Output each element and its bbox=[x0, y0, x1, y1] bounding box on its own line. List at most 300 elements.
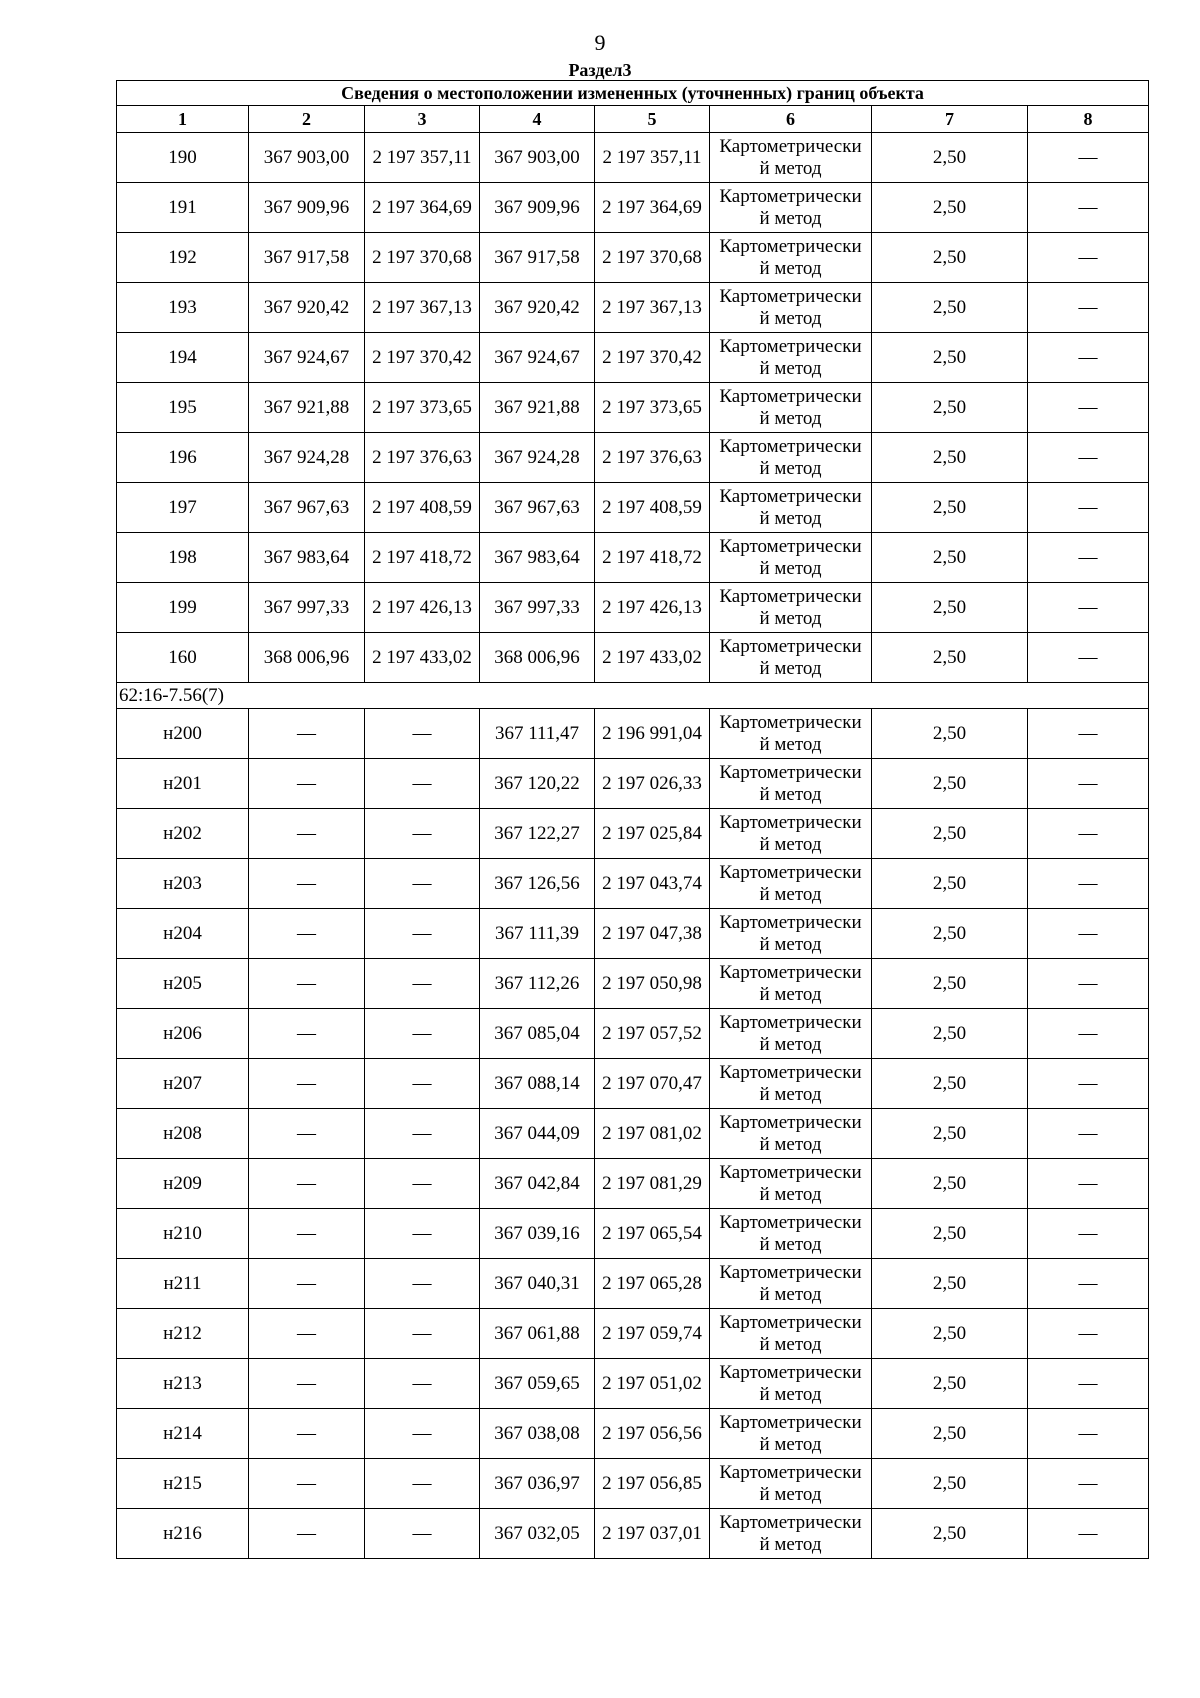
accuracy-cell: 2,50 bbox=[872, 633, 1028, 683]
y-refined-cell: 2 197 373,65 bbox=[595, 383, 710, 433]
x-existing-cell: — bbox=[249, 1259, 365, 1309]
method-cell bbox=[710, 1309, 872, 1359]
description-cell: — bbox=[1028, 1109, 1149, 1159]
table-row bbox=[117, 1359, 1149, 1409]
point-id-cell: н204 bbox=[117, 909, 249, 959]
point-id-cell: н209 bbox=[117, 1159, 249, 1209]
y-existing-cell: — bbox=[365, 1209, 480, 1259]
description-cell: — bbox=[1028, 133, 1149, 183]
description-cell: — bbox=[1028, 1059, 1149, 1109]
x-existing-cell: — bbox=[249, 1059, 365, 1109]
x-refined-cell: 367 088,14 bbox=[480, 1059, 595, 1109]
method-text-line: й метод bbox=[759, 207, 822, 229]
method-text-line: й метод bbox=[759, 457, 822, 479]
description-cell: — bbox=[1028, 383, 1149, 433]
method-text-line: й метод bbox=[759, 1183, 822, 1205]
y-existing-cell: — bbox=[365, 909, 480, 959]
method-text-line: й метод bbox=[759, 1033, 822, 1055]
point-id-cell: 193 bbox=[117, 283, 249, 333]
point-id-cell: 196 bbox=[117, 433, 249, 483]
x-refined-cell: 367 044,09 bbox=[480, 1109, 595, 1159]
point-id-cell: н205 bbox=[117, 959, 249, 1009]
y-existing-cell: — bbox=[365, 1259, 480, 1309]
y-existing-cell: 2 197 373,65 bbox=[365, 383, 480, 433]
y-existing-cell: — bbox=[365, 1109, 480, 1159]
table-row bbox=[117, 283, 1149, 333]
accuracy-cell: 2,50 bbox=[872, 483, 1028, 533]
point-id-cell: н201 bbox=[117, 759, 249, 809]
description-cell: — bbox=[1028, 759, 1149, 809]
method-text-line: й метод bbox=[759, 1383, 822, 1405]
method-text-line: Картометрически bbox=[719, 911, 862, 933]
y-refined-cell: 2 197 051,02 bbox=[595, 1359, 710, 1409]
description-cell: — bbox=[1028, 1359, 1149, 1409]
description-cell: — bbox=[1028, 583, 1149, 633]
method-text-line: Картометрически bbox=[719, 861, 862, 883]
x-refined-cell: 367 038,08 bbox=[480, 1409, 595, 1459]
description-cell: — bbox=[1028, 809, 1149, 859]
point-id-cell: н211 bbox=[117, 1259, 249, 1309]
column-header: 3 bbox=[365, 106, 480, 133]
accuracy-cell: 2,50 bbox=[872, 859, 1028, 909]
method-text-line: Картометрически bbox=[719, 585, 862, 607]
method-cell bbox=[710, 1259, 872, 1309]
y-refined-cell: 2 197 043,74 bbox=[595, 859, 710, 909]
y-existing-cell: — bbox=[365, 1009, 480, 1059]
x-existing-cell: 367 921,88 bbox=[249, 383, 365, 433]
x-existing-cell: 367 924,67 bbox=[249, 333, 365, 383]
x-refined-cell: 367 126,56 bbox=[480, 859, 595, 909]
y-refined-cell: 2 197 370,68 bbox=[595, 233, 710, 283]
description-cell: — bbox=[1028, 633, 1149, 683]
table-row bbox=[117, 1259, 1149, 1309]
point-id-cell: н212 bbox=[117, 1309, 249, 1359]
x-existing-cell: — bbox=[249, 1159, 365, 1209]
y-existing-cell: 2 197 418,72 bbox=[365, 533, 480, 583]
y-refined-cell: 2 197 418,72 bbox=[595, 533, 710, 583]
method-cell bbox=[710, 1459, 872, 1509]
method-cell bbox=[710, 133, 872, 183]
accuracy-cell: 2,50 bbox=[872, 1209, 1028, 1259]
y-refined-cell: 2 197 050,98 bbox=[595, 959, 710, 1009]
y-existing-cell: 2 197 426,13 bbox=[365, 583, 480, 633]
method-text-line: Картометрически bbox=[719, 1311, 862, 1333]
page-number: 9 bbox=[594, 30, 606, 55]
point-id-cell: 191 bbox=[117, 183, 249, 233]
column-header: 2 bbox=[249, 106, 365, 133]
method-text-line: й метод bbox=[759, 783, 822, 805]
y-refined-cell: 2 197 364,69 bbox=[595, 183, 710, 233]
x-refined-cell: 367 042,84 bbox=[480, 1159, 595, 1209]
x-existing-cell: — bbox=[249, 859, 365, 909]
boundary-coordinates-table bbox=[116, 80, 1149, 1559]
point-id-cell: 190 bbox=[117, 133, 249, 183]
method-text-line: й метод bbox=[759, 657, 822, 679]
method-text-line: Картометрически bbox=[719, 435, 862, 457]
x-refined-cell: 367 111,39 bbox=[480, 909, 595, 959]
y-refined-cell: 2 197 357,11 bbox=[595, 133, 710, 183]
column-header: 8 bbox=[1028, 106, 1149, 133]
group-label-row bbox=[117, 683, 1149, 709]
table-row bbox=[117, 233, 1149, 283]
point-id-cell: н210 bbox=[117, 1209, 249, 1259]
table-row bbox=[117, 383, 1149, 433]
method-text-line: й метод bbox=[759, 607, 822, 629]
y-existing-cell: 2 197 357,11 bbox=[365, 133, 480, 183]
x-refined-cell: 367 039,16 bbox=[480, 1209, 595, 1259]
method-cell bbox=[710, 233, 872, 283]
point-id-cell: н216 bbox=[117, 1509, 249, 1559]
description-cell: — bbox=[1028, 709, 1149, 759]
method-text-line: Картометрически bbox=[719, 1511, 862, 1533]
x-refined-cell: 367 903,00 bbox=[480, 133, 595, 183]
x-refined-cell: 367 983,64 bbox=[480, 533, 595, 583]
method-text-line: Картометрически bbox=[719, 185, 862, 207]
point-id-cell: н207 bbox=[117, 1059, 249, 1109]
method-cell bbox=[710, 1209, 872, 1259]
method-cell bbox=[710, 1109, 872, 1159]
accuracy-cell: 2,50 bbox=[872, 1259, 1028, 1309]
x-existing-cell: — bbox=[249, 1359, 365, 1409]
y-existing-cell: — bbox=[365, 959, 480, 1009]
x-existing-cell: — bbox=[249, 709, 365, 759]
method-cell bbox=[710, 1359, 872, 1409]
point-id-cell: н203 bbox=[117, 859, 249, 909]
x-existing-cell: 367 997,33 bbox=[249, 583, 365, 633]
table-caption: Сведения о местоположении измененных (уточненных) границ объекта bbox=[117, 81, 1149, 106]
y-existing-cell: — bbox=[365, 709, 480, 759]
method-cell bbox=[710, 709, 872, 759]
y-refined-cell: 2 197 057,52 bbox=[595, 1009, 710, 1059]
method-cell bbox=[710, 1009, 872, 1059]
accuracy-cell: 2,50 bbox=[872, 333, 1028, 383]
table-row bbox=[117, 1159, 1149, 1209]
method-text-line: й метод bbox=[759, 1083, 822, 1105]
accuracy-cell: 2,50 bbox=[872, 1359, 1028, 1409]
y-existing-cell: — bbox=[365, 759, 480, 809]
x-refined-cell: 367 111,47 bbox=[480, 709, 595, 759]
x-refined-cell: 368 006,96 bbox=[480, 633, 595, 683]
accuracy-cell: 2,50 bbox=[872, 1159, 1028, 1209]
x-existing-cell: 367 967,63 bbox=[249, 483, 365, 533]
y-refined-cell: 2 197 065,28 bbox=[595, 1259, 710, 1309]
y-existing-cell: — bbox=[365, 1359, 480, 1409]
x-existing-cell: — bbox=[249, 1509, 365, 1559]
table-row bbox=[117, 1209, 1149, 1259]
method-cell bbox=[710, 809, 872, 859]
description-cell: — bbox=[1028, 483, 1149, 533]
table-row bbox=[117, 333, 1149, 383]
accuracy-cell: 2,50 bbox=[872, 1459, 1028, 1509]
accuracy-cell: 2,50 bbox=[872, 183, 1028, 233]
column-header: 6 bbox=[710, 106, 872, 133]
method-text-line: й метод bbox=[759, 983, 822, 1005]
y-refined-cell: 2 197 026,33 bbox=[595, 759, 710, 809]
description-cell: — bbox=[1028, 1409, 1149, 1459]
x-refined-cell: 367 036,97 bbox=[480, 1459, 595, 1509]
accuracy-cell: 2,50 bbox=[872, 1009, 1028, 1059]
y-existing-cell: — bbox=[365, 1509, 480, 1559]
table-row bbox=[117, 1509, 1149, 1559]
y-refined-cell: 2 197 037,01 bbox=[595, 1509, 710, 1559]
point-id-cell: 197 bbox=[117, 483, 249, 533]
method-text-line: Картометрически bbox=[719, 761, 862, 783]
method-text-line: й метод bbox=[759, 1283, 822, 1305]
y-existing-cell: 2 197 370,42 bbox=[365, 333, 480, 383]
accuracy-cell: 2,50 bbox=[872, 433, 1028, 483]
method-text-line: Картометрически bbox=[719, 1411, 862, 1433]
description-cell: — bbox=[1028, 1009, 1149, 1059]
x-existing-cell: — bbox=[249, 959, 365, 1009]
y-existing-cell: — bbox=[365, 809, 480, 859]
table-row bbox=[117, 1109, 1149, 1159]
table-row bbox=[117, 1059, 1149, 1109]
method-text-line: Картометрически bbox=[719, 1061, 862, 1083]
y-refined-cell: 2 197 367,13 bbox=[595, 283, 710, 333]
method-text-line: й метод bbox=[759, 1433, 822, 1455]
header-row bbox=[117, 106, 1149, 133]
y-refined-cell: 2 197 070,47 bbox=[595, 1059, 710, 1109]
y-refined-cell: 2 197 081,02 bbox=[595, 1109, 710, 1159]
method-text-line: Картометрически bbox=[719, 385, 862, 407]
table-row bbox=[117, 709, 1149, 759]
accuracy-cell: 2,50 bbox=[872, 1309, 1028, 1359]
accuracy-cell: 2,50 bbox=[872, 959, 1028, 1009]
method-cell bbox=[710, 1159, 872, 1209]
method-cell bbox=[710, 759, 872, 809]
x-existing-cell: 368 006,96 bbox=[249, 633, 365, 683]
method-text-line: й метод bbox=[759, 1233, 822, 1255]
y-refined-cell: 2 196 991,04 bbox=[595, 709, 710, 759]
method-cell bbox=[710, 909, 872, 959]
accuracy-cell: 2,50 bbox=[872, 709, 1028, 759]
method-cell bbox=[710, 1509, 872, 1559]
accuracy-cell: 2,50 bbox=[872, 759, 1028, 809]
method-text-line: й метод bbox=[759, 357, 822, 379]
x-refined-cell: 367 085,04 bbox=[480, 1009, 595, 1059]
description-cell: — bbox=[1028, 1309, 1149, 1359]
method-text-line: Картометрически bbox=[719, 335, 862, 357]
y-existing-cell: 2 197 370,68 bbox=[365, 233, 480, 283]
method-text-line: Картометрически bbox=[719, 1111, 862, 1133]
column-header: 1 bbox=[117, 106, 249, 133]
method-text-line: Картометрически bbox=[719, 135, 862, 157]
table-row bbox=[117, 1009, 1149, 1059]
description-cell: — bbox=[1028, 1259, 1149, 1309]
description-cell: — bbox=[1028, 859, 1149, 909]
x-existing-cell: — bbox=[249, 1409, 365, 1459]
x-refined-cell: 367 921,88 bbox=[480, 383, 595, 433]
accuracy-cell: 2,50 bbox=[872, 1509, 1028, 1559]
y-existing-cell: — bbox=[365, 1059, 480, 1109]
accuracy-cell: 2,50 bbox=[872, 383, 1028, 433]
column-header: 5 bbox=[595, 106, 710, 133]
y-existing-cell: — bbox=[365, 1159, 480, 1209]
method-cell bbox=[710, 483, 872, 533]
y-refined-cell: 2 197 376,63 bbox=[595, 433, 710, 483]
y-refined-cell: 2 197 025,84 bbox=[595, 809, 710, 859]
y-refined-cell: 2 197 059,74 bbox=[595, 1309, 710, 1359]
x-refined-cell: 367 997,33 bbox=[480, 583, 595, 633]
x-existing-cell: — bbox=[249, 1309, 365, 1359]
method-text-line: Картометрически bbox=[719, 235, 862, 257]
y-existing-cell: 2 197 367,13 bbox=[365, 283, 480, 333]
method-text-line: Картометрически bbox=[719, 285, 862, 307]
column-header: 7 bbox=[872, 106, 1028, 133]
method-text-line: Картометрически bbox=[719, 711, 862, 733]
method-text-line: Картометрически bbox=[719, 811, 862, 833]
description-cell: — bbox=[1028, 183, 1149, 233]
y-existing-cell: 2 197 408,59 bbox=[365, 483, 480, 533]
method-text-line: й метод bbox=[759, 1333, 822, 1355]
y-refined-cell: 2 197 408,59 bbox=[595, 483, 710, 533]
method-text-line: й метод bbox=[759, 257, 822, 279]
x-refined-cell: 367 924,28 bbox=[480, 433, 595, 483]
method-cell bbox=[710, 283, 872, 333]
x-existing-cell: — bbox=[249, 1209, 365, 1259]
y-refined-cell: 2 197 081,29 bbox=[595, 1159, 710, 1209]
method-cell bbox=[710, 1409, 872, 1459]
method-text-line: Картометрически bbox=[719, 1211, 862, 1233]
accuracy-cell: 2,50 bbox=[872, 909, 1028, 959]
method-text-line: й метод bbox=[759, 507, 822, 529]
point-id-cell: н215 bbox=[117, 1459, 249, 1509]
accuracy-cell: 2,50 bbox=[872, 283, 1028, 333]
point-id-cell: 192 bbox=[117, 233, 249, 283]
x-refined-cell: 367 920,42 bbox=[480, 283, 595, 333]
description-cell: — bbox=[1028, 959, 1149, 1009]
table-row bbox=[117, 533, 1149, 583]
y-refined-cell: 2 197 065,54 bbox=[595, 1209, 710, 1259]
table-row bbox=[117, 1409, 1149, 1459]
x-refined-cell: 367 120,22 bbox=[480, 759, 595, 809]
method-cell bbox=[710, 633, 872, 683]
y-existing-cell: — bbox=[365, 859, 480, 909]
section-title: Раздел3 bbox=[568, 60, 632, 80]
accuracy-cell: 2,50 bbox=[872, 809, 1028, 859]
point-id-cell: 194 bbox=[117, 333, 249, 383]
accuracy-cell: 2,50 bbox=[872, 1109, 1028, 1159]
table-row bbox=[117, 809, 1149, 859]
table-row bbox=[117, 483, 1149, 533]
y-refined-cell: 2 197 056,85 bbox=[595, 1459, 710, 1509]
table-row bbox=[117, 909, 1149, 959]
x-refined-cell: 367 040,31 bbox=[480, 1259, 595, 1309]
method-cell bbox=[710, 183, 872, 233]
x-existing-cell: 367 903,00 bbox=[249, 133, 365, 183]
point-id-cell: н208 bbox=[117, 1109, 249, 1159]
y-existing-cell: 2 197 433,02 bbox=[365, 633, 480, 683]
table-row bbox=[117, 759, 1149, 809]
method-cell bbox=[710, 859, 872, 909]
method-cell bbox=[710, 383, 872, 433]
x-refined-cell: 367 059,65 bbox=[480, 1359, 595, 1409]
method-cell bbox=[710, 1059, 872, 1109]
method-text-line: Картометрически bbox=[719, 485, 862, 507]
method-text-line: Картометрически bbox=[719, 961, 862, 983]
method-cell bbox=[710, 333, 872, 383]
method-text-line: й метод bbox=[759, 933, 822, 955]
method-text-line: й метод bbox=[759, 557, 822, 579]
table-row bbox=[117, 859, 1149, 909]
method-text-line: Картометрически bbox=[719, 1461, 862, 1483]
method-cell bbox=[710, 533, 872, 583]
method-text-line: й метод bbox=[759, 1533, 822, 1555]
y-refined-cell: 2 197 426,13 bbox=[595, 583, 710, 633]
method-text-line: й метод bbox=[759, 1483, 822, 1505]
table-row bbox=[117, 433, 1149, 483]
x-existing-cell: — bbox=[249, 1459, 365, 1509]
method-text-line: й метод bbox=[759, 157, 822, 179]
point-id-cell: 160 bbox=[117, 633, 249, 683]
y-refined-cell: 2 197 056,56 bbox=[595, 1409, 710, 1459]
method-text-line: й метод bbox=[759, 407, 822, 429]
point-id-cell: н206 bbox=[117, 1009, 249, 1059]
y-existing-cell: — bbox=[365, 1459, 480, 1509]
table-row bbox=[117, 959, 1149, 1009]
method-text-line: й метод bbox=[759, 307, 822, 329]
y-existing-cell: 2 197 364,69 bbox=[365, 183, 480, 233]
point-id-cell: н213 bbox=[117, 1359, 249, 1409]
group-label: 62:16-7.56(7) bbox=[117, 683, 1149, 709]
description-cell: — bbox=[1028, 1509, 1149, 1559]
table-row bbox=[117, 133, 1149, 183]
table-row bbox=[117, 1459, 1149, 1509]
accuracy-cell: 2,50 bbox=[872, 233, 1028, 283]
table-row bbox=[117, 1309, 1149, 1359]
x-existing-cell: 367 917,58 bbox=[249, 233, 365, 283]
x-refined-cell: 367 924,67 bbox=[480, 333, 595, 383]
x-existing-cell: — bbox=[249, 1109, 365, 1159]
x-refined-cell: 367 967,63 bbox=[480, 483, 595, 533]
point-id-cell: н202 bbox=[117, 809, 249, 859]
point-id-cell: 198 bbox=[117, 533, 249, 583]
x-refined-cell: 367 909,96 bbox=[480, 183, 595, 233]
table-caption-row bbox=[117, 81, 1149, 106]
x-existing-cell: 367 924,28 bbox=[249, 433, 365, 483]
y-refined-cell: 2 197 370,42 bbox=[595, 333, 710, 383]
description-cell: — bbox=[1028, 333, 1149, 383]
x-refined-cell: 367 032,05 bbox=[480, 1509, 595, 1559]
accuracy-cell: 2,50 bbox=[872, 133, 1028, 183]
description-cell: — bbox=[1028, 433, 1149, 483]
x-refined-cell: 367 122,27 bbox=[480, 809, 595, 859]
method-text-line: Картометрически bbox=[719, 535, 862, 557]
x-refined-cell: 367 112,26 bbox=[480, 959, 595, 1009]
description-cell: — bbox=[1028, 233, 1149, 283]
point-id-cell: н214 bbox=[117, 1409, 249, 1459]
point-id-cell: 195 bbox=[117, 383, 249, 433]
method-text-line: й метод bbox=[759, 833, 822, 855]
description-cell: — bbox=[1028, 909, 1149, 959]
point-id-cell: 199 bbox=[117, 583, 249, 633]
method-cell bbox=[710, 959, 872, 1009]
x-existing-cell: 367 920,42 bbox=[249, 283, 365, 333]
x-existing-cell: 367 983,64 bbox=[249, 533, 365, 583]
description-cell: — bbox=[1028, 283, 1149, 333]
x-existing-cell: — bbox=[249, 1009, 365, 1059]
accuracy-cell: 2,50 bbox=[872, 1059, 1028, 1109]
description-cell: — bbox=[1028, 1459, 1149, 1509]
x-refined-cell: 367 917,58 bbox=[480, 233, 595, 283]
description-cell: — bbox=[1028, 1209, 1149, 1259]
y-refined-cell: 2 197 047,38 bbox=[595, 909, 710, 959]
y-refined-cell: 2 197 433,02 bbox=[595, 633, 710, 683]
table-row bbox=[117, 633, 1149, 683]
method-text-line: Картометрически bbox=[719, 1161, 862, 1183]
column-header: 4 bbox=[480, 106, 595, 133]
description-cell: — bbox=[1028, 1159, 1149, 1209]
